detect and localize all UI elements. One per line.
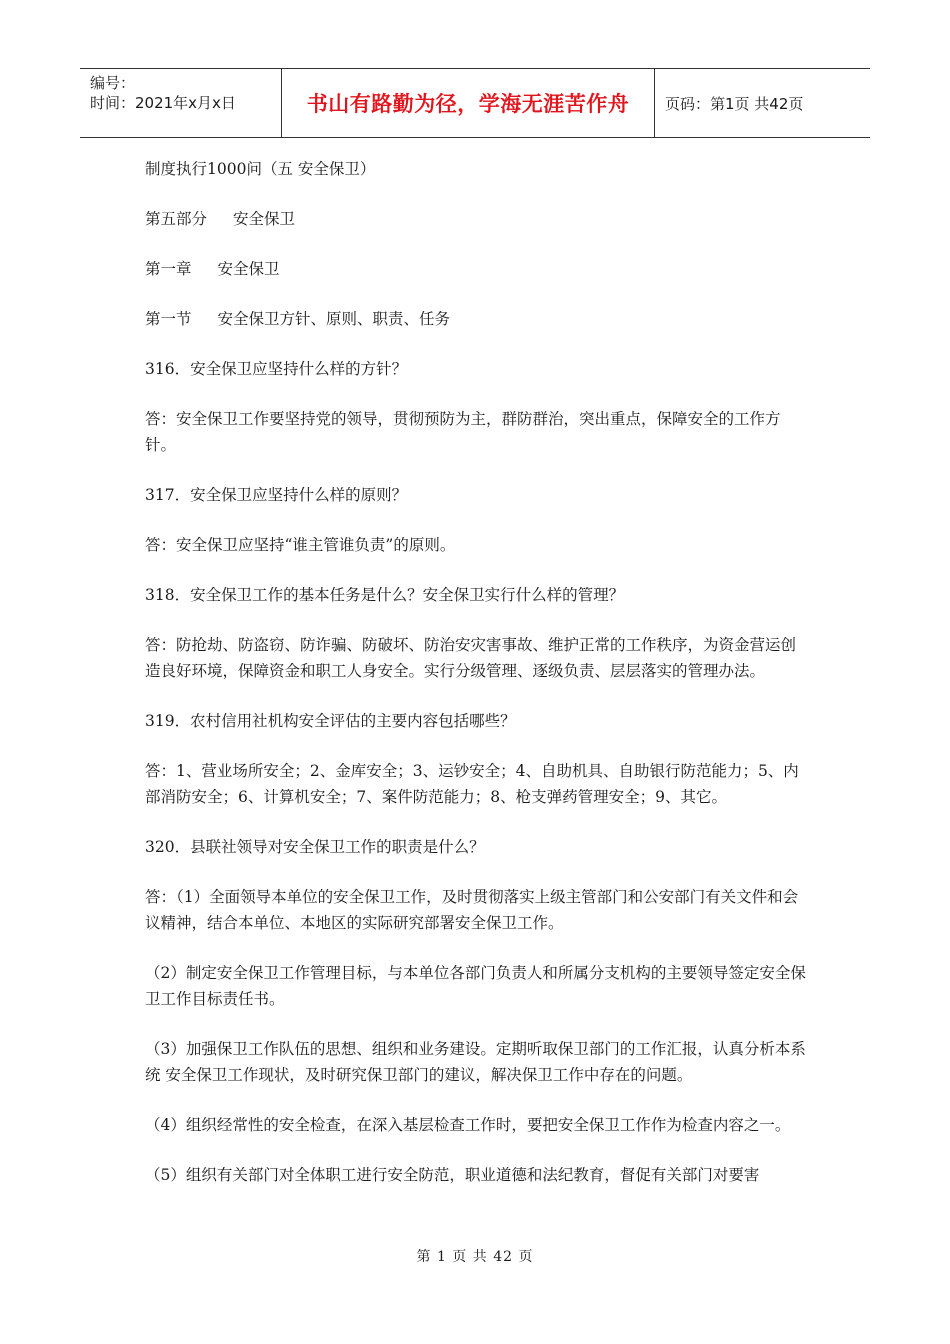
question-316: 316．安全保卫应坚持什么样的方针？ — [145, 360, 408, 378]
document-body — [145, 156, 810, 1212]
answer-318: 答：防抢劫、防盗窃、防诈骗、防破坏、防治安灾害事故、维护正常的工作秩序，为资金营运创造良好环境，保障资金和职工人身安全。实行分级管理、逐级负责、层层落实的管理办法。 — [145, 636, 797, 680]
section-number: 第一节 — [145, 310, 192, 328]
answer-320-item-3: （3）加强保卫工作队伍的思想、组织和业务建设。定期听取保卫部门的工作汇报，认真分析本系统 安全保卫工作现状，及时研究保卫部门的建议，解决保卫工作中存在的问题。 — [145, 1040, 806, 1084]
question-317: 317．安全保卫应坚持什么样的原则？ — [145, 486, 408, 504]
answer-319: 答：1、营业场所安全；2、金库安全；3、运钞安全；4、自助机具、自助银行防范能力；5、内部消防安全；6、计算机安全；7、案件防范能力；8、枪支弹药管理安全；9、其它。 — [145, 762, 799, 806]
header-page-info: 页码：第1页 共42页 — [665, 94, 804, 113]
page-header — [80, 68, 870, 138]
section-heading — [145, 306, 810, 332]
part-number: 第五部分 — [145, 210, 208, 228]
question-318: 318．安全保卫工作的基本任务是什么？安全保卫实行什么样的管理？ — [145, 586, 625, 604]
answer-320-item-1: 答：（1）全面领导本单位的安全保卫工作，及时贯彻落实上级主管部门和公安部门有关文件和会议精神，结合本单位、本地区的实际研究部署安全保卫工作。 — [145, 888, 799, 932]
number-label: 编号： — [90, 74, 136, 92]
chapter-number: 第一章 — [145, 260, 192, 278]
header-motto: 书山有路勤为径，学海无涯苦作舟 — [282, 69, 655, 137]
question-320: 320．县联社领导对安全保卫工作的职责是什么？ — [145, 838, 485, 856]
answer-320-item-4: （4）组织经常性的安全检查，在深入基层检查工作时，要把安全保卫工作作为检查内容之一。 — [145, 1116, 791, 1134]
question-319: 319．农村信用社机构安全评估的主要内容包括哪些？ — [145, 712, 516, 730]
date-label: 时间：2021年x月x日 — [90, 94, 236, 112]
answer-316: 答：安全保卫工作要坚持党的领导，贯彻预防为主，群防群治，突出重点，保障安全的工作方针。 — [145, 410, 781, 454]
part-name: 安全保卫 — [233, 210, 296, 228]
section-name: 安全保卫方针、原则、职责、任务 — [217, 310, 451, 328]
part-heading — [145, 206, 810, 232]
chapter-heading — [145, 256, 810, 282]
answer-317: 答：安全保卫应坚持“谁主管谁负责”的原则。 — [145, 536, 456, 554]
answer-320-item-2: （2）制定安全保卫工作管理目标，与本单位各部门负责人和所属分支机构的主要领导签定安全保卫工作目标责任书。 — [145, 964, 806, 1008]
document-title: 制度执行1000问（五 安全保卫） — [145, 160, 376, 178]
answer-320-item-5: （5）组织有关部门对全体职工进行安全防范，职业道德和法纪教育，督促有关部门对要害 — [145, 1166, 760, 1184]
chapter-name: 安全保卫 — [217, 260, 280, 278]
page-footer: 第 1 页 共 42 页 — [416, 1249, 534, 1265]
header-meta — [80, 69, 282, 137]
